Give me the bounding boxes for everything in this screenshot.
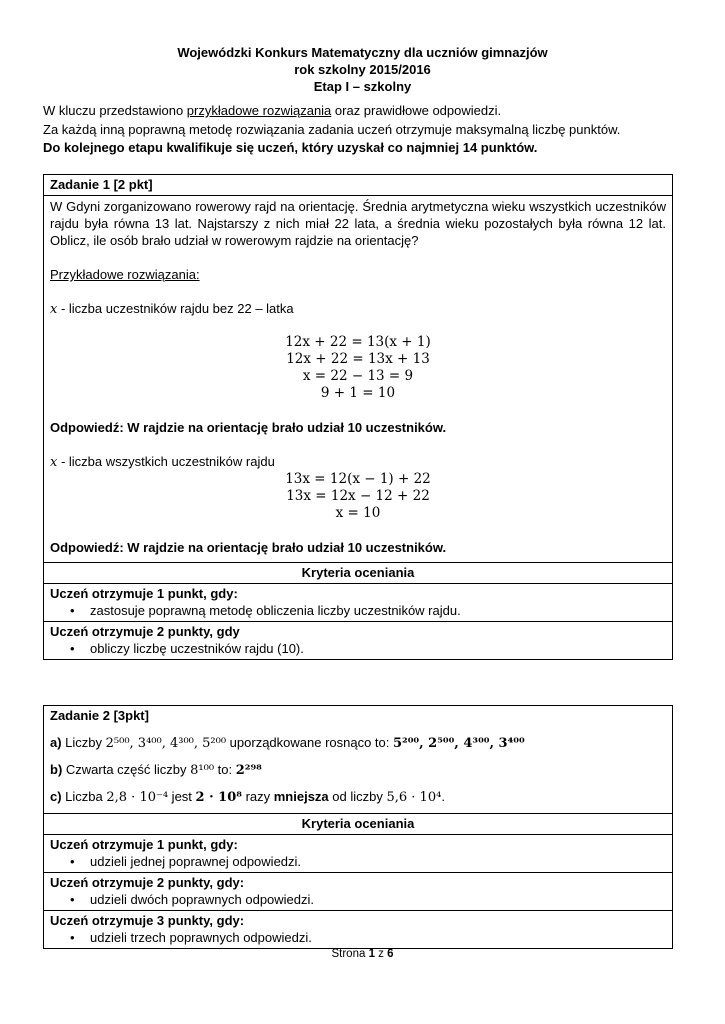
- part-math: 5,6 · 10⁴: [386, 790, 442, 805]
- part-text: Liczby: [61, 735, 106, 750]
- task1-criterion-2: [44, 621, 672, 659]
- equation: 9 + 1 = 10: [320, 385, 396, 401]
- task1-title: Zadanie 1 [2 pkt]: [50, 177, 153, 192]
- footer-text: z: [374, 948, 388, 960]
- task2-answers: [44, 726, 672, 813]
- part-math: 8¹⁰⁰: [190, 763, 215, 778]
- intro: [43, 102, 683, 158]
- page-footer: [0, 948, 725, 960]
- task2-part-c: [50, 784, 666, 811]
- task2-criterion-3: [44, 910, 672, 948]
- task2-box: [43, 705, 673, 949]
- part-math: 2⁵⁰⁰, 3⁴⁰⁰, 4³⁰⁰, 5²⁰⁰: [105, 736, 227, 751]
- equation: 13x = 12(x − 1) + 22: [285, 471, 431, 487]
- part-text: Liczba: [61, 789, 107, 804]
- var1-symbol: x: [50, 302, 58, 317]
- intro-text: W kluczu przedstawiono: [43, 103, 187, 118]
- var1-desc: - liczba uczestników rajdu bez 22 – latka: [57, 301, 294, 316]
- criterion-item: • udzieli jednej poprawnej odpowiedzi.: [90, 853, 666, 870]
- task1-criteria-title: Kryteria oceniania: [44, 562, 672, 583]
- part-label: c): [50, 789, 62, 804]
- part-text: od liczby: [328, 789, 387, 804]
- var1-definition: [50, 300, 666, 318]
- criterion-item: • udzieli trzech poprawnych odpowiedzi.: [90, 929, 666, 946]
- part-bold: mniejsza: [273, 789, 329, 804]
- intro-underlined: przykładowe rozwiązania: [186, 103, 332, 118]
- answer-1: Odpowiedź: W rajdzie na orientację brało udział 10 uczestników.: [50, 420, 447, 435]
- header-stage: Etap I – szkolny: [313, 79, 412, 94]
- task1-text: W Gdyni zorganizowano rowerowy rajd na orientację. Średnia arytmetyczna wieku wszystkich uczestników rajdu była równa 13 lat. Najstarszy z nich miał 22 lata, a średnia wieku pozostałych była równa 12 lat. Oblicz, ile osób brało udział w rowerowym rajdzie na orientację?: [50, 199, 666, 248]
- document-header: [0, 44, 725, 95]
- part-text: .: [441, 789, 445, 804]
- equation: x = 10: [335, 505, 381, 521]
- equations-2: [50, 471, 666, 522]
- intro-text: oraz prawidłowe odpowiedzi.: [331, 103, 502, 118]
- equation: 12x + 22 = 13x + 13: [286, 351, 430, 367]
- equations-1: [50, 334, 666, 402]
- task2-criteria-title: Kryteria oceniania: [44, 813, 672, 834]
- header-year: rok szkolny 2015/2016: [294, 62, 431, 77]
- task1-box: [43, 174, 673, 660]
- task2-part-a: [50, 730, 666, 757]
- part-text: to:: [214, 762, 236, 777]
- part-text: uporządkowane rosnąco to:: [226, 735, 393, 750]
- task2-criterion-2: [44, 872, 672, 910]
- part-answer: 2²⁹⁸: [235, 763, 262, 778]
- task1-solution: [44, 195, 672, 562]
- header-title: Wojewódzki Konkurs Matematyczny dla uczniów gimnazjów: [177, 45, 548, 60]
- criterion-head: Uczeń otrzymuje 1 punkt, gdy:: [50, 586, 238, 601]
- criterion-item: • zastosuje poprawną metodę obliczenia liczby uczestników rajdu.: [90, 602, 666, 619]
- criterion-head: Uczeń otrzymuje 3 punkty, gdy:: [50, 913, 245, 928]
- criterion-item: • obliczy liczbę uczestników rajdu (10).: [90, 640, 666, 657]
- criterion-item: • udzieli dwóch poprawnych odpowiedzi.: [90, 891, 666, 908]
- equation: x = 22 − 13 = 9: [302, 368, 414, 384]
- equation: 12x + 22 = 13(x + 1): [285, 334, 431, 350]
- criterion-head: Uczeń otrzymuje 1 punkt, gdy:: [50, 837, 238, 852]
- part-text: razy: [241, 789, 274, 804]
- task1-criterion-1: [44, 583, 672, 621]
- intro-line-1: [43, 102, 683, 121]
- page-number: 1: [368, 948, 375, 960]
- var2-definition: [50, 453, 666, 471]
- var2-desc: - liczba wszystkich uczestników rajdu: [57, 454, 275, 469]
- part-label: a): [50, 735, 62, 750]
- task2-title: Zadanie 2 [3pkt]: [50, 708, 149, 723]
- var2-symbol: x: [50, 455, 58, 470]
- equation: 13x = 12x − 12 + 22: [286, 488, 430, 504]
- part-answer: 2 · 10⁸: [195, 790, 242, 805]
- footer-text: Strona: [331, 948, 369, 960]
- page-total: 6: [387, 948, 394, 960]
- criterion-head: Uczeń otrzymuje 2 punkty, gdy:: [50, 875, 245, 890]
- answer-2: Odpowiedź: W rajdzie na orientację brało udział 10 uczestników.: [50, 540, 447, 555]
- task2-part-b: [50, 757, 666, 784]
- part-label: b): [50, 762, 63, 777]
- intro-line-2: Za każdą inną poprawną metodę rozwiązania zadania uczeń otrzymuje maksymalną liczbę punktów.: [43, 121, 621, 137]
- intro-line-3: Do kolejnego etapu kwalifikuje się uczeń, który uzyskał co najmniej 14 punktów.: [43, 140, 538, 155]
- solutions-label: Przykładowe rozwiązania:: [50, 267, 200, 282]
- part-text: Czwarta część liczby: [62, 762, 191, 777]
- criterion-head: Uczeń otrzymuje 2 punkty, gdy: [50, 624, 240, 639]
- task2-criterion-1: [44, 834, 672, 872]
- part-math: 2,8 · 10⁻⁴: [106, 790, 169, 805]
- part-answer: 5²⁰⁰, 2⁵⁰⁰, 4³⁰⁰, 3⁴⁰⁰: [393, 736, 525, 751]
- part-text: jest: [168, 789, 196, 804]
